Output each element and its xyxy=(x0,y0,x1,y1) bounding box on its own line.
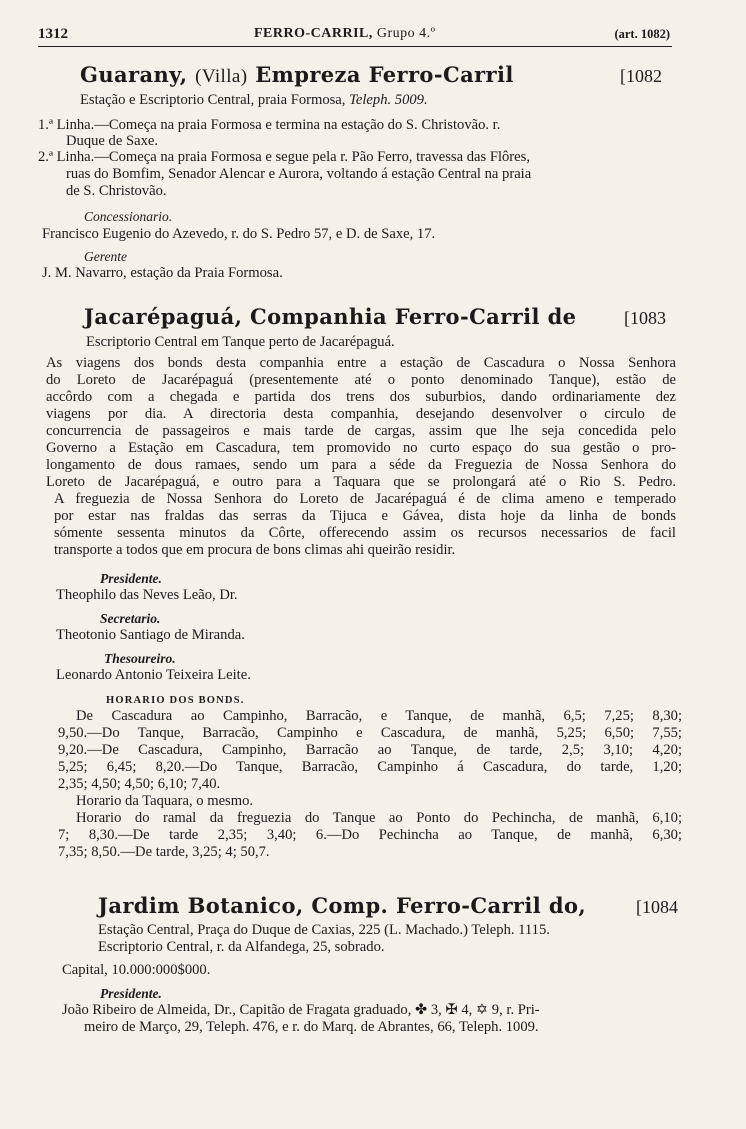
entry-1082-line-2b: ruas do Bomfim, Senador Alencar e Aurora, voltando á estação Central na praia xyxy=(66,166,532,182)
entry-1083-para-line: A freguezia de Nossa Senhora do Loreto de Jacarépaguá é de clima ameno e temperado xyxy=(54,491,676,507)
article-reference: (art. 1082) xyxy=(614,27,670,41)
entry-1083-para-line: viagens por dia. A directoria desta companhia, desejando desenvolver o circulo de xyxy=(46,406,676,422)
entry-1083-horario-line: 2,35; 4,50; 4,50; 6,10; 7,40. xyxy=(58,776,221,792)
entry-1083-ramal-line: 7; 8,30.—De tarde 2,35; 3,40; 6.—Do Pechincha ao Tanque, de manhã, 6,30; xyxy=(58,827,682,843)
running-title-text: FERRO-CARRIL, xyxy=(254,26,373,41)
entry-1083-ramal-line: Horario do ramal da freguezia do Tanque ao Ponto do Pechincha, de manhã, 6,10; xyxy=(76,810,682,826)
entry-1083-horario-line: 5,25; 6,45; 8,20.—Do Tanque, Barracão, Campinho á Cascadura, do tarde, 1,20; xyxy=(58,759,682,775)
group-label: Grupo 4.º xyxy=(376,26,436,41)
entry-1083-para-line: As viagens dos bonds desta companhia entre a estação de Cascadura o Nossa Senhora xyxy=(46,355,676,371)
entry-1082-station-text: Estação e Escriptorio Central, praia Formosa, xyxy=(80,92,346,108)
entry-1083-horario-line: De Cascadura ao Campinho, Barracão, e Tanque, de manhã, 6,5; 7,25; 8,30; xyxy=(76,708,682,724)
entry-1083-para-line: transporte a todos que em procura de bons climas ahi queirão residir. xyxy=(54,542,456,558)
entry-1084-line-b: Escriptorio Central, r. da Alfandega, 25, sobrado. xyxy=(98,939,385,955)
entry-1082-art-number: [1082 xyxy=(620,66,662,86)
entry-1082-line-2a: 2.ª Linha.—Começa na praia Formosa e segue pela r. Pão Ferro, travessa das Flôres, xyxy=(38,149,530,165)
entry-1083-para-line: sómente sessenta minutos da Côrte, offerecendo assim os recursos necessarios de facil xyxy=(54,525,676,541)
entry-1083-thesoureiro-label: Thesoureiro. xyxy=(104,651,176,666)
entry-1082-line-2c: de S. Christovão. xyxy=(66,183,167,199)
entry-1082-company: Empreza Ferro-Carril xyxy=(255,62,514,87)
entry-1082-title xyxy=(80,62,514,87)
entry-1083-secretario-label: Secretario. xyxy=(100,611,161,626)
entry-1084-presidente-label: Presidente. xyxy=(100,986,162,1001)
entry-1082-gerente-label: Gerente xyxy=(84,249,127,264)
entry-1083-presidente-label: Presidente. xyxy=(100,571,162,586)
entry-1084-capital: Capital, 10.000:000$000. xyxy=(62,962,211,978)
entry-1082-villa: (Villa) xyxy=(195,66,248,87)
entry-1084-presidente-b: meiro de Março, 29, Teleph. 476, e r. do Marq. de Abrantes, 66, Teleph. 1009. xyxy=(84,1019,539,1035)
entry-1083-horario-line: 9,50.—Do Tanque, Barracão, Campinho e Cascadura, de manhã, 5,25; 6,50; 7,55; xyxy=(58,725,682,741)
page-number: 1312 xyxy=(38,26,68,42)
entry-1082-concessionario: Francisco Eugenio do Azevedo, r. do S. Pedro 57, e D. de Saxe, 17. xyxy=(42,226,436,242)
entry-1082-concessionario-label: Concessionario. xyxy=(84,209,173,224)
entry-1082-line-1b: Duque de Saxe. xyxy=(66,133,158,149)
entry-1083-office: Escriptorio Central em Tanque perto de Jacarépaguá. xyxy=(86,334,395,350)
entry-1083-ramal-line: 7,35; 8,50.—De tarde, 3,25; 4; 50,7. xyxy=(58,844,270,860)
entry-1084-art-number: [1084 xyxy=(636,897,678,917)
entry-1084-title: Jardim Botanico, Comp. Ferro-Carril do, xyxy=(98,893,587,918)
entry-1082-station xyxy=(80,92,428,109)
entry-1083-taquara: Horario da Taquara, o mesmo. xyxy=(76,793,254,809)
entry-1083-para-line: do Loreto de Jacarépaguá (presentemente até o ponto denominado Tanque), estão de xyxy=(46,372,676,388)
entry-1083-presidente: Theophilo das Neves Leão, Dr. xyxy=(56,587,238,603)
entry-1083-para-line: por estar nas fraldas das serras da Tijuca e Gávea, dista hoje da linha de bonds xyxy=(54,508,676,524)
entry-1083-horario-label: HORARIO DOS BONDS. xyxy=(106,695,245,706)
entry-1082-telephone: Teleph. 5009. xyxy=(349,92,428,108)
entry-1082-gerente: J. M. Navarro, estação da Praia Formosa. xyxy=(42,265,283,281)
entry-1082-name: Guarany, xyxy=(80,62,188,87)
running-header xyxy=(38,24,672,47)
entry-1083-para-line: Loreto de Jacarépaguá, e outro para a Taquara que se prolongará até o Rio S. Pedro. xyxy=(46,474,676,490)
entry-1084-presidente-a: João Ribeiro de Almeida, Dr., Capitão de Fragata graduado, ✤ 3, ✠ 4, ✡ 9, r. Pri- xyxy=(62,1002,540,1018)
entry-1083-para-line: longamento de dous ramaes, sendo um para a séde da Freguezia de Nossa Senhora do xyxy=(46,457,676,473)
entry-1083-para-line: concurrencia de passageiros e mais tarde de cargas, assim que lhe seja concedida pelo xyxy=(46,423,676,439)
entry-1083-para-line: Governo a Estação em Cascadura, tem promovido no curto espaço do sua gestão o pro- xyxy=(46,440,676,456)
entry-1083-art-number: [1083 xyxy=(624,308,666,328)
entry-1083-para-line: accôrdo com a chegada e partida dos trens dos suburbios, dando ordinariamente dez xyxy=(46,389,676,405)
entry-1083-horario-line: 9,20.—De Cascadura, Campinho, Barracão ao Tanque, de tarde, 2,5; 3,10; 4,20; xyxy=(58,742,682,758)
running-title xyxy=(254,26,436,42)
entry-1082-line-1a: 1.ª Linha.—Começa na praia Formosa e termina na estação do S. Christovão. r. xyxy=(38,117,501,133)
entry-1084-line-a: Estação Central, Praça do Duque de Caxias, 225 (L. Machado.) Teleph. 1115. xyxy=(98,922,550,938)
entry-1083-thesoureiro: Leonardo Antonio Teixeira Leite. xyxy=(56,667,251,683)
entry-1083-title: Jacarépaguá, Companhia Ferro-Carril de xyxy=(84,304,577,329)
entry-1083-secretario: Theotonio Santiago de Miranda. xyxy=(56,627,245,643)
